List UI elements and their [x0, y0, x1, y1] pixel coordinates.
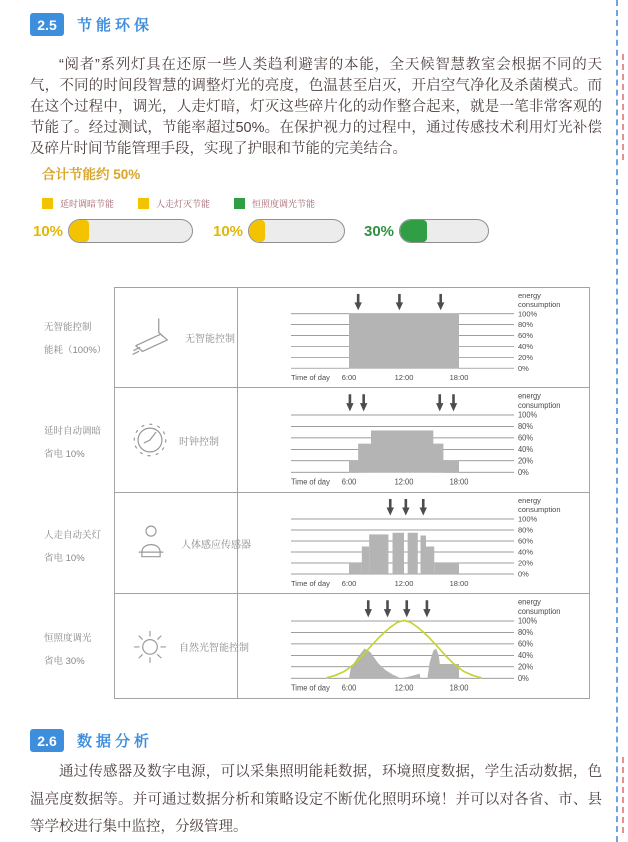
svg-text:100%: 100% [518, 410, 538, 420]
section-title: 数据分析 [77, 733, 154, 750]
gauge-fill [69, 220, 89, 242]
saving-gauge [33, 219, 193, 243]
svg-text:20%: 20% [518, 662, 533, 672]
svg-text:18:00: 18:00 [449, 477, 469, 487]
down-arrow-icon [450, 394, 457, 411]
legend-swatch [42, 198, 53, 209]
down-arrow-icon [360, 394, 367, 411]
gauge-fill [249, 220, 265, 242]
down-arrow-icon [384, 600, 391, 617]
mode-label: 自然光智能控制 [179, 642, 249, 654]
svg-text:12:00: 12:00 [394, 477, 414, 487]
table-row [115, 493, 589, 594]
gauge-fill [400, 220, 427, 242]
gauge-value: 10% [33, 222, 64, 240]
svg-text:40%: 40% [518, 650, 533, 661]
svg-text:0%: 0% [518, 673, 529, 683]
mode-label: 时钟控制 [179, 436, 219, 448]
svg-text:Time of day: Time of day [291, 579, 330, 588]
svg-text:energy: energy [518, 496, 541, 505]
saving-label: 省电 30% [44, 655, 85, 667]
chart-cell [238, 388, 588, 492]
chart-cell [238, 493, 588, 593]
clock-icon [129, 419, 171, 461]
section-2-6-header [30, 729, 153, 752]
svg-text:100%: 100% [518, 514, 538, 524]
mode-icon-cell [115, 594, 249, 698]
mode-label: 人体感应传感器 [181, 539, 251, 551]
svg-text:20%: 20% [518, 456, 533, 466]
legend-label: 恒照度调光节能 [252, 199, 316, 209]
section-number-badge: 2.5 [30, 13, 64, 36]
svg-text:60%: 60% [518, 639, 533, 649]
table-row [115, 388, 589, 493]
paragraph-2-6: 通过传感器及数字电源，可以采集照明能耗数据，环境照度数据，学生活动数据，色温亮度数据等。并可通过数据分析和策略设定不断优化照明环境！并可以对各省、市、县等学校进行集中监控，分级管理。 [30, 764, 602, 835]
down-arrow-icon [402, 499, 409, 516]
down-arrow-icon [423, 600, 430, 617]
svg-text:60%: 60% [518, 433, 533, 443]
pendant-lamp-icon [129, 316, 177, 360]
legend-swatch [138, 198, 149, 209]
row-side-label [20, 494, 114, 596]
svg-text:12:00: 12:00 [394, 579, 414, 588]
svg-text:Time of day: Time of day [291, 477, 330, 487]
saving-label: 能耗（100%） [44, 345, 107, 356]
gauge-value: 10% [213, 222, 244, 240]
svg-text:18:00: 18:00 [449, 579, 469, 588]
legend-item [138, 197, 210, 210]
svg-text:energy: energy [518, 391, 541, 401]
table-side-labels [20, 287, 114, 700]
section-title: 节能环保 [77, 17, 154, 34]
mode-icon-cell [115, 493, 251, 593]
down-arrow-icon [396, 294, 403, 310]
svg-text:40%: 40% [518, 342, 533, 351]
svg-text:6:00: 6:00 [341, 579, 357, 588]
svg-text:40%: 40% [518, 547, 534, 557]
down-arrow-icon [436, 394, 443, 411]
down-arrow-icon [403, 600, 410, 617]
down-arrow-icon [437, 294, 444, 310]
saving-gauge [213, 219, 345, 243]
svg-text:12:00: 12:00 [394, 683, 414, 693]
person-icon [129, 522, 173, 564]
svg-text:60%: 60% [518, 536, 534, 546]
revision-marker-red-dashed-line [622, 757, 624, 833]
table-row [115, 288, 589, 388]
gauge-value: 30% [364, 222, 395, 240]
down-arrow-icon [346, 394, 353, 411]
svg-text:consumption: consumption [518, 299, 561, 309]
svg-text:consumption: consumption [518, 606, 561, 616]
svg-text:40%: 40% [518, 444, 533, 455]
mode-icon-cell [115, 388, 238, 492]
down-arrow-icon [387, 499, 394, 516]
gauge-row [0, 219, 628, 243]
svg-text:100%: 100% [518, 616, 538, 626]
mode-icon-cell [115, 288, 238, 387]
svg-text:energy: energy [518, 597, 541, 607]
section-2-5-header [30, 13, 153, 36]
svg-text:0%: 0% [518, 569, 529, 579]
legend-item [234, 197, 315, 210]
svg-text:18:00: 18:00 [449, 683, 469, 693]
svg-text:consumption: consumption [518, 400, 561, 410]
svg-text:80%: 80% [518, 422, 533, 432]
saving-gauge [364, 219, 489, 243]
legend-item [42, 197, 114, 210]
energy-chart [238, 493, 588, 593]
figure-caption: 合计节能约 50% [42, 167, 141, 182]
figure-legend [42, 197, 315, 210]
svg-text:100%: 100% [518, 309, 538, 319]
paragraph-2-5: “阅者”系列灯具在还原一些人类趋利避害的本能，全天候智慧教室会根据不同的天气，不同的时间段智慧的调整灯光的亮度，色温甚至启灭，开启空气净化及杀菌模式。而在这个过程中，调光，人走灯暗，灯灭这些碎片化的动作整合起来，就是一笔非常客观的节能了。经过测试，节能率超过50%。在保护视力的过程中，通过传感技术利用灯光补偿及碎片时间节能管理手段，实现了护眼和节能的完美结合。 [30, 57, 602, 157]
svg-text:80%: 80% [518, 628, 533, 638]
section-number-badge: 2.6 [30, 729, 64, 752]
row-side-label [20, 287, 114, 388]
gauge-track [248, 219, 345, 243]
svg-text:Time of day: Time of day [291, 373, 330, 383]
svg-text:6:00: 6:00 [341, 477, 357, 487]
svg-text:energy: energy [518, 290, 541, 300]
svg-text:0%: 0% [518, 467, 529, 477]
mode-name-label: 延时自动调暗 [44, 425, 102, 437]
row-side-label [20, 388, 114, 494]
down-arrow-icon [420, 499, 427, 516]
svg-text:20%: 20% [518, 558, 534, 568]
saving-label: 省电 10% [44, 448, 85, 460]
svg-text:6:00: 6:00 [341, 373, 357, 383]
mode-label: 无智能控制 [185, 334, 235, 345]
mode-name-label: 人走自动关灯 [44, 529, 102, 541]
gauge-track [68, 219, 193, 243]
revision-marker-red-dashed-line [622, 54, 624, 160]
legend-label: 人走灯灭节能 [156, 199, 211, 209]
legend-label: 延时调暗节能 [60, 199, 115, 209]
gauge-track [399, 219, 489, 243]
control-mode-table [114, 287, 590, 699]
energy-chart [238, 388, 588, 492]
revision-marker-blue-dashed-line [616, 0, 618, 842]
mode-name-label: 恒照度调光 [44, 632, 92, 644]
table-row [115, 594, 589, 698]
energy-chart [238, 594, 588, 698]
legend-swatch [234, 198, 245, 209]
svg-text:20%: 20% [518, 352, 533, 362]
svg-text:18:00: 18:00 [449, 373, 469, 383]
row-side-label [20, 596, 114, 700]
svg-text:80%: 80% [518, 525, 534, 535]
chart-cell [238, 288, 588, 387]
svg-text:12:00: 12:00 [394, 373, 414, 383]
chart-cell [238, 594, 588, 698]
energy-chart [238, 288, 588, 387]
svg-text:6:00: 6:00 [341, 683, 357, 693]
sun-icon [129, 625, 171, 667]
svg-text:80%: 80% [518, 320, 533, 330]
svg-text:0%: 0% [518, 363, 529, 373]
svg-text:60%: 60% [518, 331, 533, 341]
down-arrow-icon [365, 600, 372, 617]
saving-label: 省电 10% [44, 552, 85, 564]
mode-name-label: 无智能控制 [44, 322, 92, 333]
down-arrow-icon [354, 294, 361, 310]
svg-text:Time of day: Time of day [291, 683, 330, 693]
svg-text:consumption: consumption [518, 505, 561, 514]
